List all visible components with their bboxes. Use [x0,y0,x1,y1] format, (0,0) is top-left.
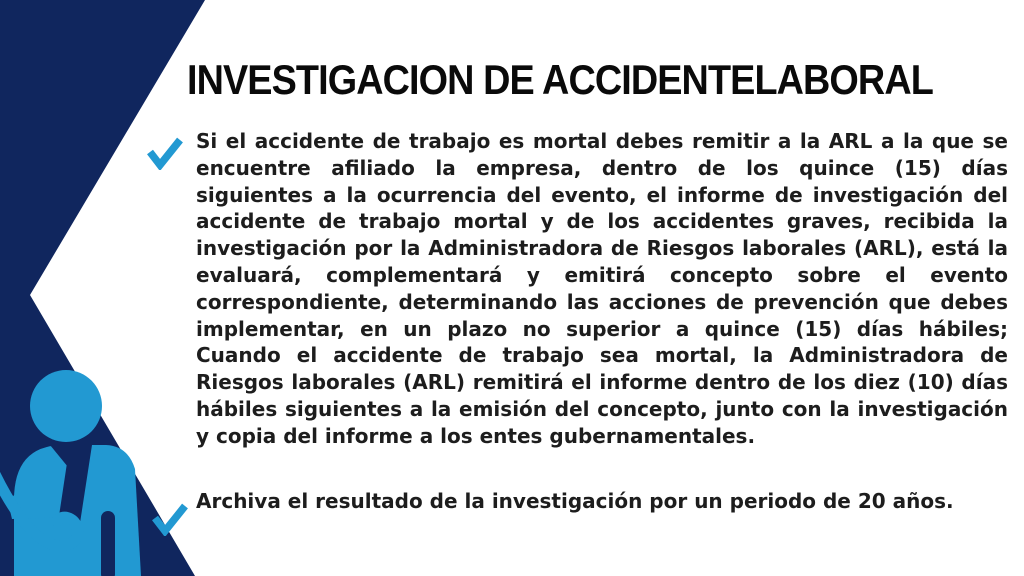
check-icon [151,501,189,536]
slide-title: INVESTIGACION DE ACCIDENTELABORAL [187,56,933,103]
check-icon [146,135,184,170]
person-head [30,370,102,442]
bullet-text: Archiva el resultado de la investigación por un periodo de 20 años. [196,489,954,513]
arm-slit [101,511,115,576]
bullet-text: Si el accidente de trabajo es mortal debes remitir a la ARL a la que se encuentre afiliado la empresa, dentro de los quince (15) días siguientes a la ocurrencia del evento, el informe de investigación del accidente de trabajo mortal y de los accidentes graves, recibida la investigación por la Administradora de Riesgos laborales (ARL), está la evaluará, complementará y emitirá concepto sobre el evento correspondiente, determinando las acciones de prevención que debes implementar, en un plazo no superior a quince (15) días hábiles; Cuando el accidente de trabajo sea mortal, la Administradora de Riesgos laborales (ARL) remitirá el informe dentro de los diez (10) días hábiles siguientes a la emisión del concepto, junto con la investigación y copia del informe a los entes gubernamentales. [196,129,1008,448]
